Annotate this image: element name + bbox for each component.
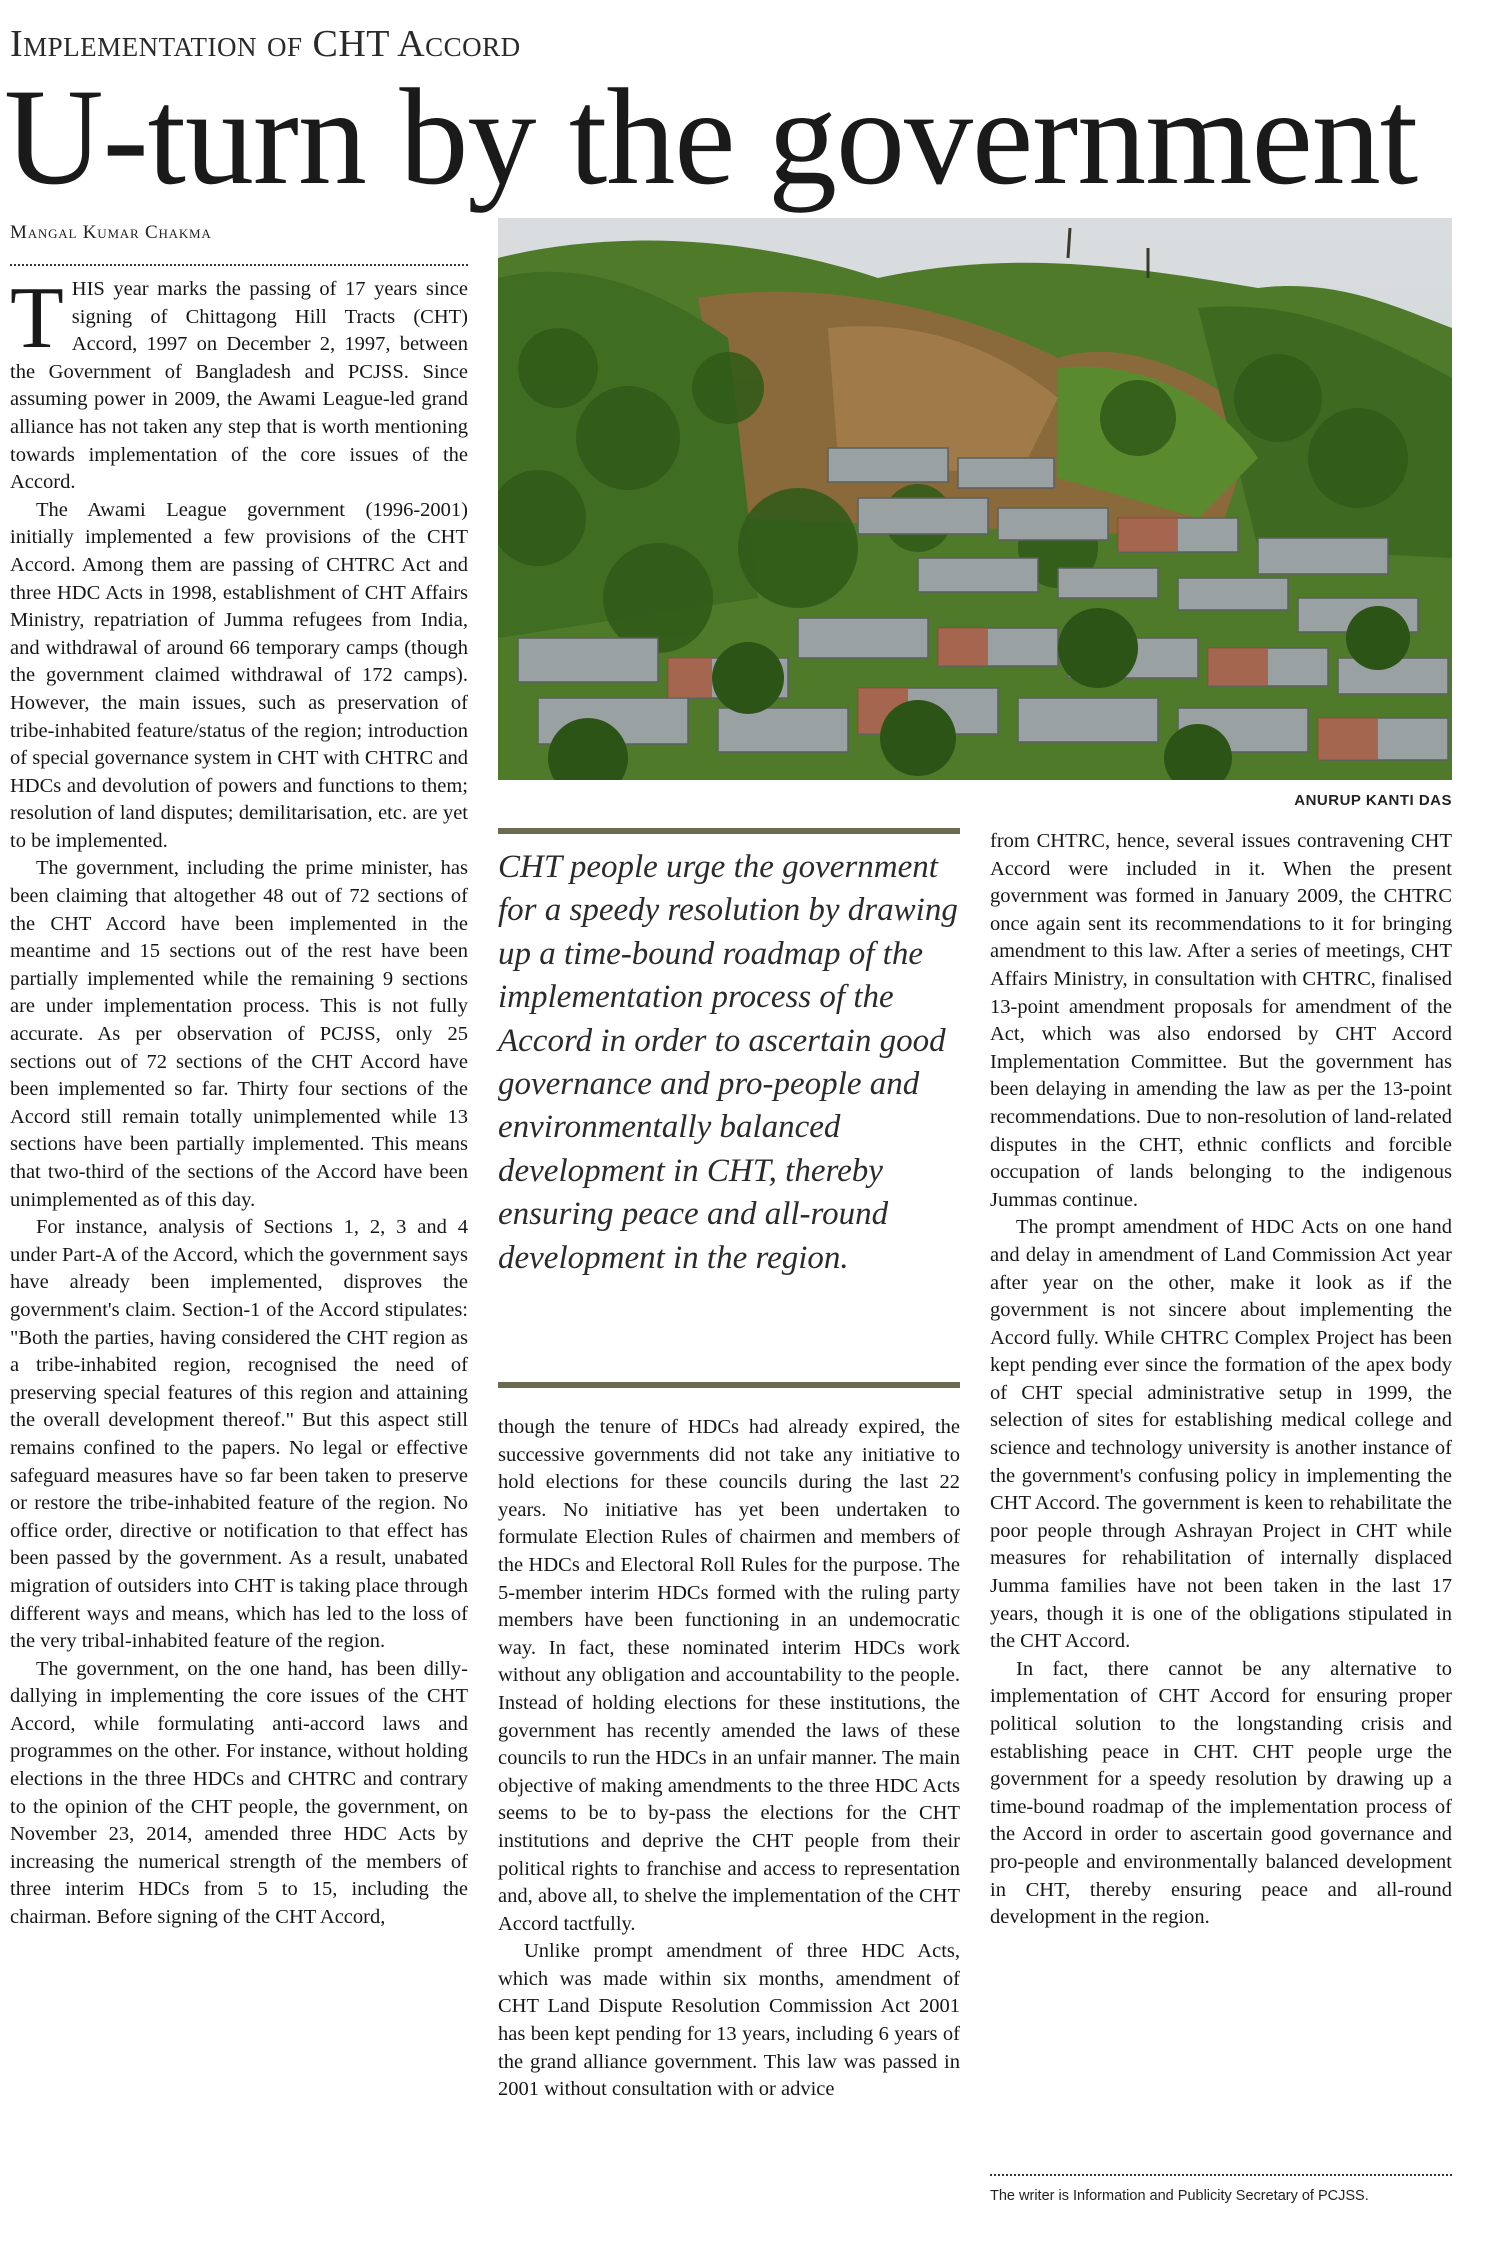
byline: Mangal Kumar Chakma [10, 222, 212, 243]
paragraph: The prompt amendment of HDC Acts on one hand and delay in amendment of Land Commission Act year after year on the other, make it look as if the government is not sincere about implementing the Accord fully. While CHTRC Complex Project has been kept pending ever since the formation of the apex body of CHT special administrative setup in 1999, the selection of sites for establishing medical college and science and technology university is another instance of the government's confusing policy in implementing the CHT Accord. The government is keen to rehabilitate the poor people through Ashrayan Project in CHT while measures for rehabilitation of internally displaced Jumma families have not been taken in the last 17 years, though it is one of the obligations stipulated in the CHT Accord. [990, 1216, 1452, 1653]
dropcap: T [10, 270, 64, 367]
pullquote-top-rule [498, 828, 960, 834]
article-photo [498, 218, 1452, 780]
paragraph: The government, on the one hand, has been dilly-dallying in implementing the core issues of the CHT Accord, while formulating anti-accord laws and programmes on the other. For instance, without holding elections in the three HDCs and CHTRC and contrary to the opinion of the CHT people, the government, on November 23, 2014, amended three HDC Acts by increasing the numerical strength of the members of three interim HDCs from 5 to 15, including the chairman. Before signing of the CHT Accord, [10, 1657, 468, 1929]
paragraph: though the tenure of HDCs had already expired, the successive governments did not take any initiative to hold elections for these councils during the last 22 years. No initiative has yet been undertaken to formulate Election Rules of chairmen and members of the HDCs and Electoral Roll Rules for the purpose. The 5-member interim HDCs formed with the ruling party members have been functioning in an undemocratic way. In fact, these nominated interim HDCs work without any obligation and accountability to the people. Instead of holding elections for these institutions, the government has recently amended the laws of these councils to run the HDCs in an unfair manner. The main objective of making amendments to the three HDC Acts seems to be to by-pass the elections for the CHT institutions and deprive the CHT people from their political rights to franchise and access to representation and, above all, to shelve the implementation of the CHT Accord tactfully. [498, 1416, 960, 1935]
paragraph: The government, including the prime minister, has been claiming that altogether 48 out of 72 sections of the CHT Accord have been implemented in the meantime and 15 sections out of the rest have been partially implemented while the remaining 9 sections are under implementation process. This is not fully accurate. As per observation of PCJSS, only 25 sections out of 72 sections of the CHT Accord have been implemented so far. Thirty four sections of the Accord still remain totally unimplemented while 13 sections have been partially implemented. This means that two-third of the sections of the Accord have been unimplemented as of this day. [10, 857, 468, 1211]
paragraph: Unlike prompt amendment of three HDC Acts, which was made within six months, amendment of CHT Land Dispute Resolution Commission Act 2001 has been kept pending for 13 years, including 6 years of the grand alliance government. This law was passed in 2001 without consultation with or advice [498, 1940, 960, 2101]
column-3 [990, 828, 1452, 1932]
byline-divider [10, 264, 468, 266]
writer-note: The writer is Information and Publicity Secretary of PCJSS. [990, 2188, 1369, 2204]
pullquote-bottom-rule [498, 1382, 960, 1388]
paragraph: In fact, there cannot be any alternative to implementation of CHT Accord for ensuring proper political solution to the longstanding crisis and establishing peace in CHT. CHT people urge the government for a speedy resolution by drawing up a time-bound roadmap of the implementation process of the Accord in order to ascertain good governance and pro-people and environmentally balanced development in CHT, thereby ensuring peace and all-round development in the region. [990, 1657, 1452, 1929]
photo-credit: ANURUP KANTI DAS [1294, 792, 1452, 809]
footer-divider [990, 2174, 1452, 2176]
article-kicker: Implementation of CHT Accord [10, 23, 521, 65]
paragraph: For instance, analysis of Sections 1, 2, 3 and 4 under Part-A of the Accord, which the government says have already been implemented, disproves the government's claim. Section-1 of the Accord stipulates: "Both the parties, having considered the CHT region as a tribe-inhabited region, recognised the need of preserving special features of this region and attaining the overall development thereof." But this aspect still remains confined to the papers. No legal or effective safeguard measures have so far been taken to preserve or restore the tribe-inhabited feature of the region. No office order, directive or notification to that effect has been passed by the government. As a result, unabated migration of outsiders into CHT is taking place through different ways and means, which has led to the loss of the very tribal-inhabited feature of the region. [10, 1216, 468, 1653]
pull-quote: CHT people urge the government for a speedy resolution by drawing up a time-bound roadmap of the implementation process of the Accord in order to ascertain good governance and pro-people and environmentally balanced development in CHT, thereby ensuring peace and all-round development in the region. [498, 849, 958, 1276]
article-headline: U-turn by the government [4, 60, 1418, 213]
paragraph: The Awami League government (1996-2001) initially implemented a few provisions of the CHT Accord. Among them are passing of CHTRC Act and three HDC Acts in 1998, establishment of CHT Affairs Ministry, repatriation of Jumma refugees from India, and withdrawal of around 66 temporary camps (though the government claimed withdrawal of 172 camps). However, the main issues, such as preservation of tribe-inhabited feature/status of the region; introduction of special governance system in CHT with CHTRC and HDCs and devolution of powers and functions to them; resolution of land disputes; demilitarisation, etc. are yet to be implemented. [10, 498, 468, 852]
paragraph: from CHTRC, hence, several issues contravening CHT Accord were included in it. When the present government was formed in January 2009, the CHTRC once again sent its recommendations to it for bringing amendment to this law. After a series of meetings, CHT Affairs Ministry, in consultation with CHTRC, finalised 13-point amendment proposals for amendment of the Act, which was also endorsed by CHT Accord Implementation Committee. But the government has been delaying in amending the law as per the 13-point recommendations. Due to non-resolution of land-related disputes in the CHT, ethnic conflicts and forcible occupation of lands belonging to the indigenous Jummas continue. [990, 830, 1452, 1211]
paragraph: THIS year marks the passing of 17 years since signing of Chittagong Hill Tracts (CHT) Accord, 1997 on December 2, 1997, between the Government of Bangladesh and PCJSS. Since assuming power in 2009, the Awami League-led grand alliance has not taken any step that is worth mentioning towards implementation of the core issues of the Accord. [10, 270, 468, 494]
column-1 [10, 270, 468, 1932]
column-2 [498, 1414, 960, 2104]
hillside-settlement-illustration [498, 218, 1452, 780]
